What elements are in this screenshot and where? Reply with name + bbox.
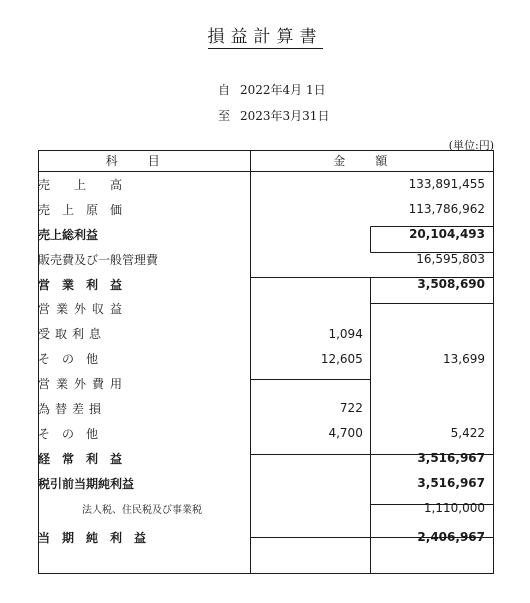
row-mid: 1,094 [328, 326, 363, 341]
table-row [38, 197, 493, 222]
table-row [38, 496, 493, 521]
row-right: 5,422 [450, 426, 485, 441]
header-amount: 金額 [258, 150, 493, 172]
table-row [38, 296, 493, 321]
row-mid: 12,605 [320, 351, 363, 366]
row-mid [258, 446, 371, 471]
row-label: 為替差損 [38, 401, 107, 416]
row-mid [258, 222, 371, 247]
row-label: 売上総利益 [38, 227, 99, 242]
row-label: 当 期 純 利 益 [38, 530, 147, 545]
document-title: 損益計算書 [207, 27, 323, 47]
row-mid [258, 520, 371, 554]
table-row [38, 346, 493, 371]
row-right [371, 396, 493, 421]
row-mid: 722 [339, 401, 363, 416]
table-header-row [38, 150, 493, 172]
table-row [38, 172, 493, 197]
row-right [371, 296, 493, 321]
row-label: 売 上 原 価 [38, 202, 123, 217]
row-right: 16,595,803 [416, 252, 485, 267]
row-mid [258, 371, 371, 396]
row-right: 2,406,967 [417, 530, 485, 545]
row-right: 3,516,967 [417, 451, 485, 466]
row-right [371, 371, 493, 396]
row-label: 経 常 利 益 [38, 451, 123, 466]
table-row [38, 446, 493, 471]
row-right: 3,516,967 [417, 476, 485, 491]
row-label: そ の 他 [38, 352, 99, 367]
unit-label: (単位:円) [448, 139, 494, 152]
row-label: 税引前当期純利益 [38, 476, 135, 491]
table-row [38, 222, 493, 247]
row-label: 売 上 高 [38, 177, 123, 192]
row-right: 20,104,493 [409, 227, 485, 242]
period-to: 至 2023年3月31日 [218, 109, 330, 123]
table-row [38, 321, 493, 346]
row-mid [258, 471, 371, 496]
row-mid [258, 272, 371, 297]
table-row [38, 520, 493, 554]
row-right: 133,891,455 [408, 177, 485, 192]
table-row [38, 371, 493, 396]
row-label: 営業外収益 [38, 302, 129, 317]
row-label: 販売費及び一般管理費 [38, 252, 159, 267]
period-from: 自 2022年4月 1日 [218, 83, 326, 97]
row-mid [258, 247, 371, 272]
table-row [38, 471, 493, 496]
row-right: 13,699 [443, 351, 485, 366]
row-label: そ の 他 [38, 426, 99, 441]
table-row [38, 396, 493, 421]
row-mid [258, 197, 371, 222]
table-row [38, 247, 493, 272]
table-row [38, 421, 493, 446]
row-label: 営 業 利 益 [38, 277, 123, 292]
income-statement-table [38, 150, 493, 554]
row-mid [258, 496, 371, 521]
header-item: 科目 [38, 150, 258, 172]
row-mid: 4,700 [328, 426, 363, 441]
row-right [371, 321, 493, 346]
row-right: 113,786,962 [408, 202, 485, 217]
row-mid [258, 172, 371, 197]
row-right: 3,508,690 [417, 277, 485, 291]
row-label: 法人税、住民税及び事業税 [82, 504, 202, 516]
row-mid [258, 296, 371, 321]
row-label: 受取利息 [38, 327, 107, 342]
row-right: 1,110,000 [423, 501, 485, 516]
row-label: 営業外費用 [38, 377, 129, 392]
table-row [38, 272, 493, 297]
